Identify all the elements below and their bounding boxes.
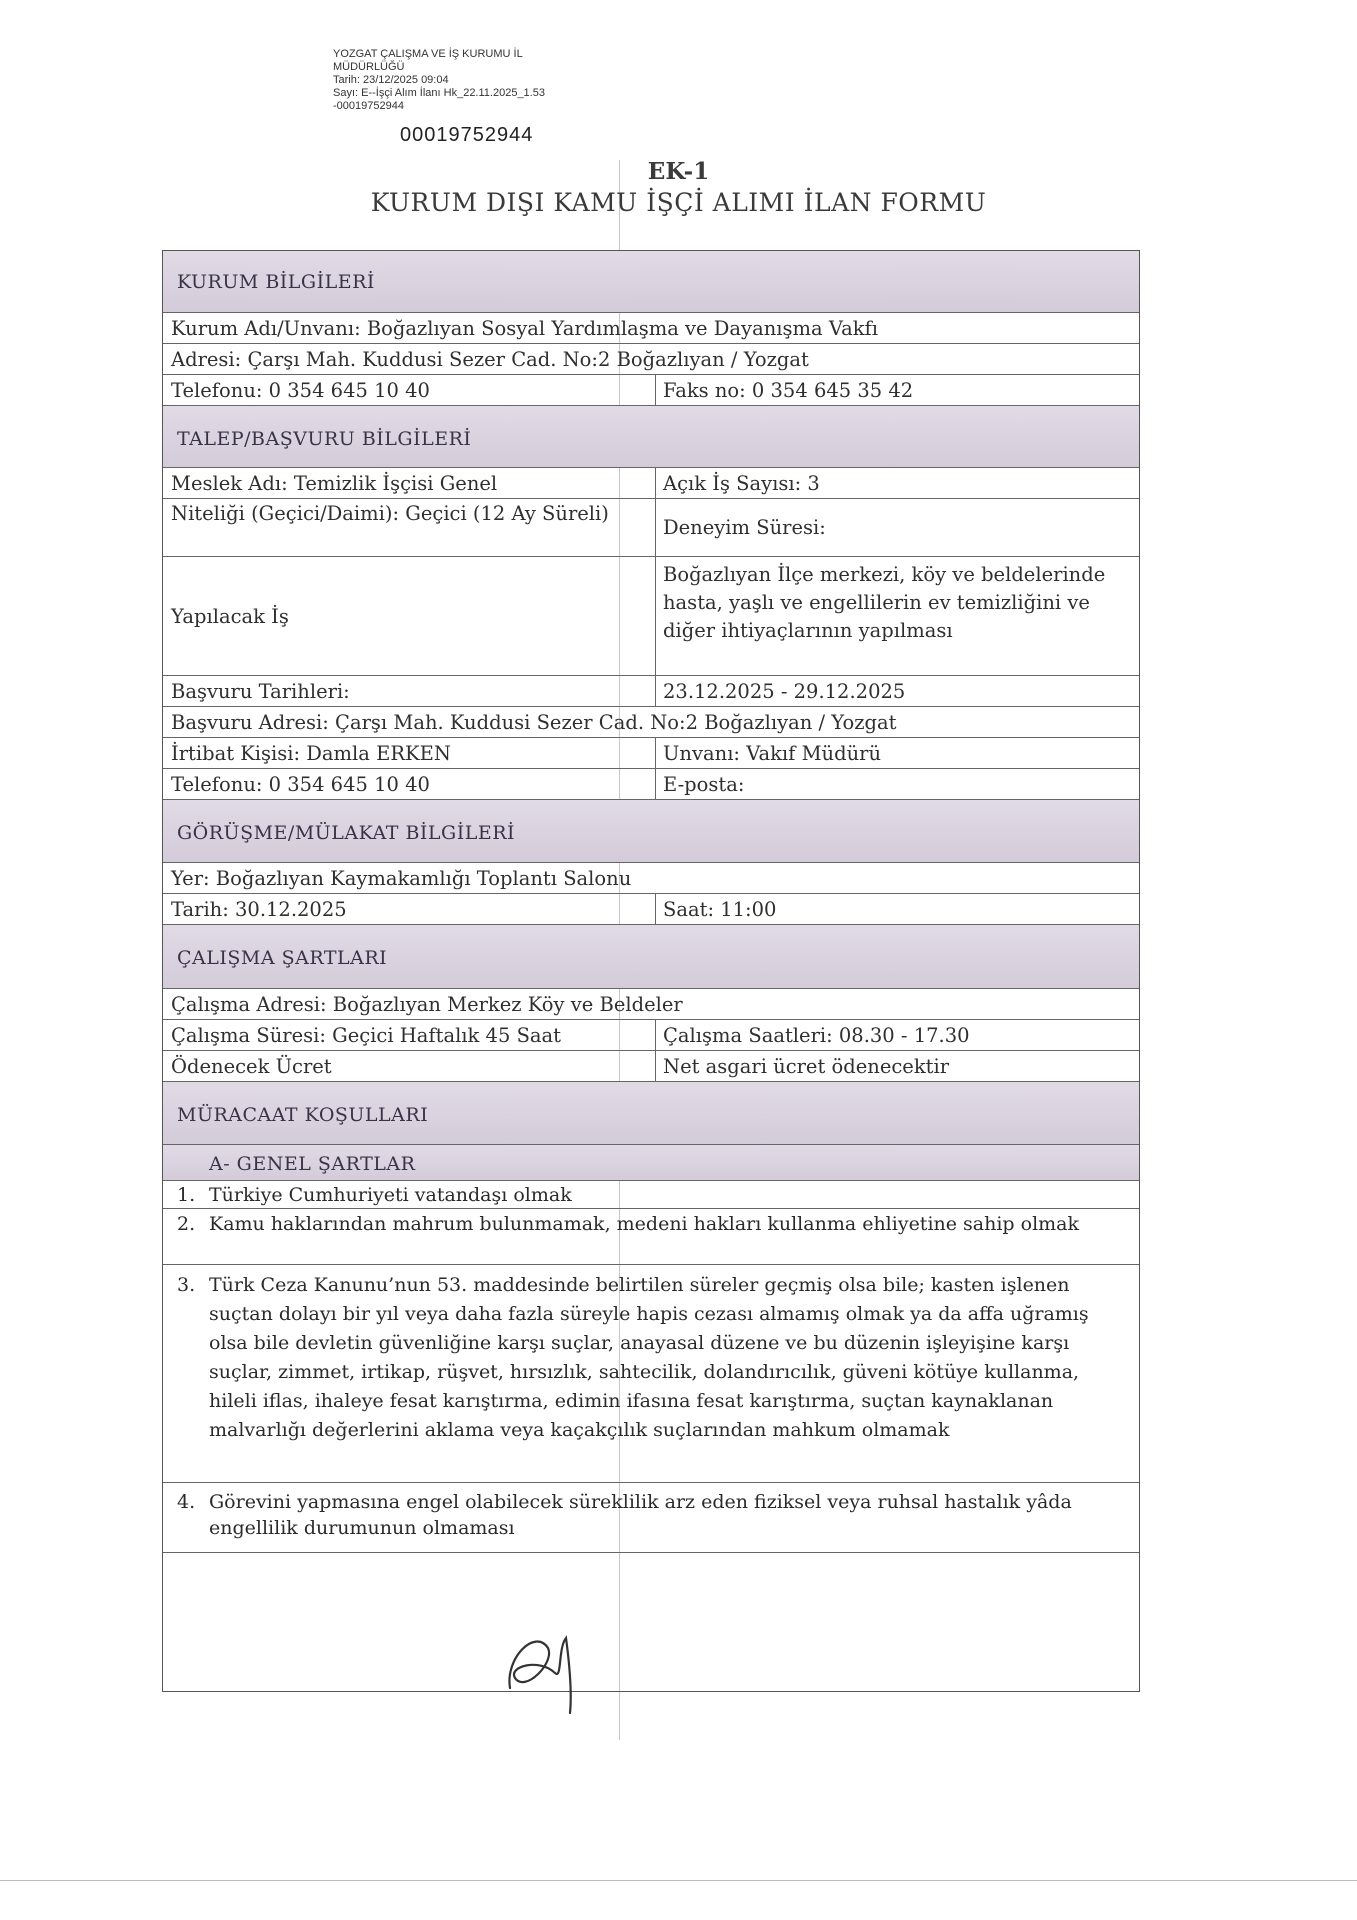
condition-item <box>177 1271 1119 1445</box>
divider <box>655 499 656 556</box>
talep-phone-row <box>163 769 1139 800</box>
talep-phone: Telefonu: 0 354 645 10 40 <box>171 773 430 796</box>
condition-row <box>163 1265 1139 1483</box>
condition-item <box>177 1489 1119 1541</box>
annex-label: EK-1 <box>647 158 710 185</box>
section-kurum-title: KURUM BİLGİLERİ <box>177 271 375 293</box>
divider <box>655 738 656 768</box>
gorusme-date: Tarih: 30.12.2025 <box>171 898 347 921</box>
talep-dates-label: Başvuru Tarihleri: <box>171 680 350 703</box>
section-gorusme-header <box>163 800 1139 863</box>
calisma-address-row <box>163 989 1139 1020</box>
divider <box>655 676 656 706</box>
calisma-wage-value: Net asgari ücret ödenecektir <box>663 1055 950 1078</box>
gorusme-time: Saat: 11:00 <box>663 898 777 921</box>
subsection-genel-sartlar <box>163 1145 1139 1181</box>
talep-contact: İrtibat Kişisi: Damla ERKEN <box>171 742 451 765</box>
condition-row <box>163 1209 1139 1265</box>
talep-nature-row <box>163 499 1139 557</box>
gorusme-place-row <box>163 863 1139 894</box>
signature <box>500 1618 610 1718</box>
calisma-duration-row <box>163 1020 1139 1051</box>
gorusme-date-row <box>163 894 1139 925</box>
kurum-phone-row <box>163 375 1139 406</box>
stamp-number: Sayı: E--İşçi Alım İlanı Hk_22.11.2025_1.53 <box>333 87 545 99</box>
calisma-wage-label: Ödenecek Ücret <box>171 1055 332 1078</box>
condition-text: Türkiye Cumhuriyeti vatandaşı olmak <box>209 1184 572 1206</box>
barcode-number: 00019752944 <box>400 124 534 146</box>
stamp-number-cont: -00019752944 <box>333 100 404 112</box>
divider <box>655 1051 656 1081</box>
condition-text: Türk Ceza Kanunu’nun 53. maddesinde belirtilen süreler geçmiş olsa bile; kasten işlenen suçtan dolayı bir yıl veya daha fazla süreyle hapis cezası almamış olmak ya da affa uğramış olsa bile devletin güvenliğine karşı suçlar, anayasal düzene ve bu düzenin işleyişine karşı suçlar, zimmet, irtikap, rüşvet, hırsızlık, sahtecilik, dolandırıcılık, güveni kötüye kullanma, hileli iflas, ihaleye fesat karıştırma, edimin ifasına fesat karıştırma, suçtan kaynaklanan malvarlığı değerlerini aklama veya kaçakçılık suçlarından mahkum olmamak <box>209 1274 1089 1441</box>
stamp-date: Tarih: 23/12/2025 09:04 <box>333 74 449 86</box>
divider <box>655 1020 656 1050</box>
section-calisma-title: ÇALIŞMA ŞARTLARI <box>177 947 388 969</box>
calisma-wage-row <box>163 1051 1139 1082</box>
condition-row <box>163 1181 1139 1209</box>
condition-number: 1. <box>177 1184 196 1206</box>
condition-number: 3. <box>177 1274 196 1296</box>
job-posting-form <box>162 250 1140 1692</box>
section-muracaat-header <box>163 1082 1139 1145</box>
kurum-name: Kurum Adı/Unvanı: Boğazlıyan Sosyal Yardımlaşma ve Dayanışma Vakfı <box>171 317 879 340</box>
section-kurum-header <box>163 251 1139 313</box>
talep-open-positions: Açık İş Sayısı: 3 <box>663 472 820 495</box>
condition-text: Kamu haklarından mahrum bulunmamak, medeni hakları kullanma ehliyetine sahip olmak <box>209 1213 1080 1235</box>
talep-nature: Niteliği (Geçici/Daimi): Geçici (12 Ay Süreli) <box>171 502 609 525</box>
calisma-duration: Çalışma Süresi: Geçici Haftalık 45 Saat <box>171 1024 562 1047</box>
section-talep-title: TALEP/BAŞVURU BİLGİLERİ <box>177 428 472 450</box>
gorusme-place: Yer: Boğazlıyan Kaymakamlığı Toplantı Salonu <box>171 867 632 890</box>
subsection-genel-title: A- GENEL ŞARTLAR <box>209 1153 416 1175</box>
divider <box>655 468 656 498</box>
registry-stamp <box>333 48 633 113</box>
talep-experience: Deneyim Süresi: <box>663 516 826 539</box>
page-bottom-rule <box>0 1880 1357 1881</box>
section-calisma-header <box>163 925 1139 989</box>
condition-number: 2. <box>177 1213 196 1235</box>
kurum-address: Adresi: Çarşı Mah. Kuddusi Sezer Cad. No:2 Boğazlıyan / Yozgat <box>171 348 809 371</box>
divider <box>655 375 656 405</box>
condition-item <box>177 1182 1119 1208</box>
talep-apply-address-row <box>163 707 1139 738</box>
calisma-hours: Çalışma Saatleri: 08.30 - 17.30 <box>663 1024 970 1047</box>
talep-profession-row <box>163 468 1139 499</box>
talep-email: E-posta: <box>663 773 745 796</box>
kurum-name-row <box>163 313 1139 344</box>
talep-work-desc: Boğazlıyan İlçe merkezi, köy ve beldelerinde hasta, yaşlı ve engellilerin ev temizliğini ve diğer ihtiyaçlarının yapılması <box>663 563 1106 642</box>
kurum-fax: Faks no: 0 354 645 35 42 <box>663 379 914 402</box>
talep-contact-row <box>163 738 1139 769</box>
form-title: KURUM DIŞI KAMU İŞÇİ ALIMI İLAN FORMU <box>370 188 987 217</box>
divider <box>655 894 656 924</box>
kurum-phone: Telefonu: 0 354 645 10 40 <box>171 379 430 402</box>
stamp-org-line2: MÜDÜRLÜĞÜ <box>333 61 405 73</box>
section-muracaat-title: MÜRACAAT KOŞULLARI <box>177 1104 429 1126</box>
talep-dates-value: 23.12.2025 - 29.12.2025 <box>663 680 906 703</box>
divider <box>655 557 656 675</box>
condition-text: Görevini yapmasına engel olabilecek süreklilik arz eden fiziksel veya ruhsal hastalık yâda engellilik durumunun olmaması <box>209 1491 1072 1539</box>
talep-work-label: Yapılacak İş <box>171 605 289 628</box>
talep-dates-row <box>163 676 1139 707</box>
talep-work-row <box>163 557 1139 676</box>
divider <box>655 769 656 799</box>
kurum-address-row <box>163 344 1139 375</box>
section-talep-header <box>163 406 1139 468</box>
condition-row <box>163 1483 1139 1553</box>
talep-apply-address: Başvuru Adresi: Çarşı Mah. Kuddusi Sezer Cad. No:2 Boğazlıyan / Yozgat <box>171 711 897 734</box>
condition-item <box>177 1211 1119 1237</box>
calisma-address: Çalışma Adresi: Boğazlıyan Merkez Köy ve Beldeler <box>171 993 683 1016</box>
condition-number: 4. <box>177 1491 196 1513</box>
stamp-org-line1: YOZGAT ÇALIŞMA VE İŞ KURUMU İL <box>333 48 523 60</box>
section-gorusme-title: GÖRÜŞME/MÜLAKAT BİLGİLERİ <box>177 822 516 844</box>
talep-profession: Meslek Adı: Temizlik İşçisi Genel <box>171 472 498 495</box>
talep-contact-title: Unvanı: Vakıf Müdürü <box>663 742 882 765</box>
